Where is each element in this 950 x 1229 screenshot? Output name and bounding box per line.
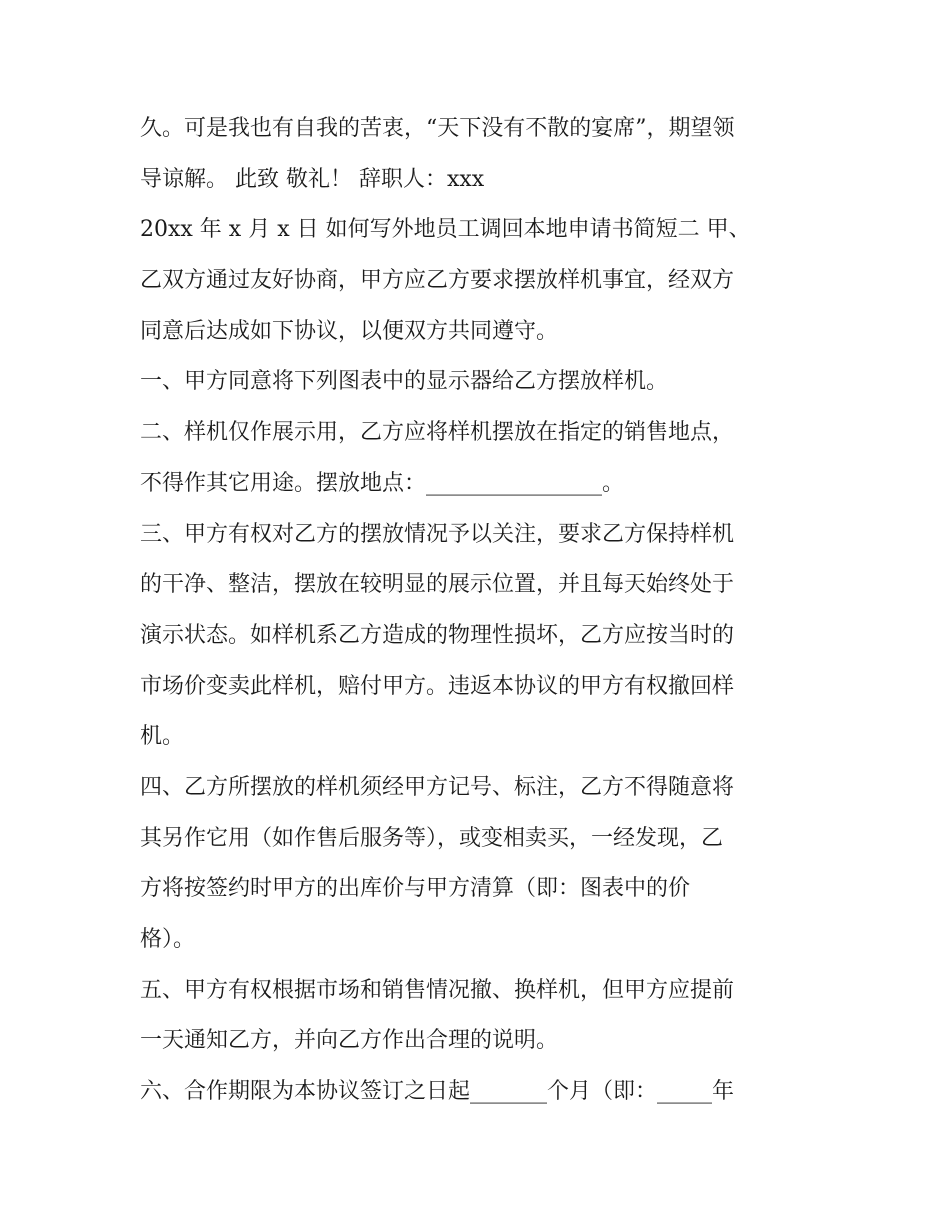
text-line: 导谅解。 此致 敬礼！ 辞职人：xxx — [140, 166, 485, 192]
text-line: 其另作它用（如作售后服务等），或变相卖买，一经发现，乙 — [140, 825, 724, 851]
text-line: 乙双方通过友好协商，甲方应乙方要求摆放样机事宜，经双方 — [140, 268, 735, 294]
text-line: 一天通知乙方，并向乙方作出合理的说明。 — [140, 1028, 559, 1054]
text-line: 机。 — [140, 724, 185, 750]
text-line: 一、甲方同意将下列图表中的显示器给乙方摆放样机。 — [140, 369, 669, 395]
text-line: 格）。 — [140, 927, 196, 952]
text-line: 五、甲方有权根据市场和销售情况撤、换样机，但甲方应提前 — [140, 977, 735, 1003]
text-line: 六、合作期限为本协议签订之日起_______个月（即：_____年 — [140, 1079, 735, 1105]
text-line: 二、样机仅作展示用，乙方应将样机摆放在指定的销售地点， — [140, 420, 735, 446]
text-line: 的干净、整洁，摆放在较明显的展示位置，并且每天始终处于 — [140, 572, 735, 598]
text-line: 不得作其它用途。摆放地点：________________。 — [140, 470, 625, 496]
text-line: 演示状态。如样机系乙方造成的物理性损坏，乙方应按当时的 — [140, 622, 735, 648]
text-line: 市场价变卖此样机，赔付甲方。违返本协议的甲方有权撤回样 — [140, 673, 735, 699]
document-body — [140, 104, 820, 1118]
text-line: 四、乙方所摆放的样机须经甲方记号、标注，乙方不得随意将 — [140, 774, 735, 800]
text-line: 方将按签约时甲方的出库价与甲方清算（即：图表中的价 — [140, 876, 691, 902]
text-line: 三、甲方有权对乙方的摆放情况予以关注，要求乙方保持样机 — [140, 521, 735, 547]
text-line: 20xx 年 x 月 x 日 如何写外地员工调回本地申请书简短二 甲、 — [140, 217, 751, 243]
text-line: 久。可是我也有自我的苦衷，“天下没有不散的宴席”，期望领 — [140, 116, 735, 141]
text-line: 同意后达成如下协议，以便双方共同遵守。 — [140, 318, 559, 344]
